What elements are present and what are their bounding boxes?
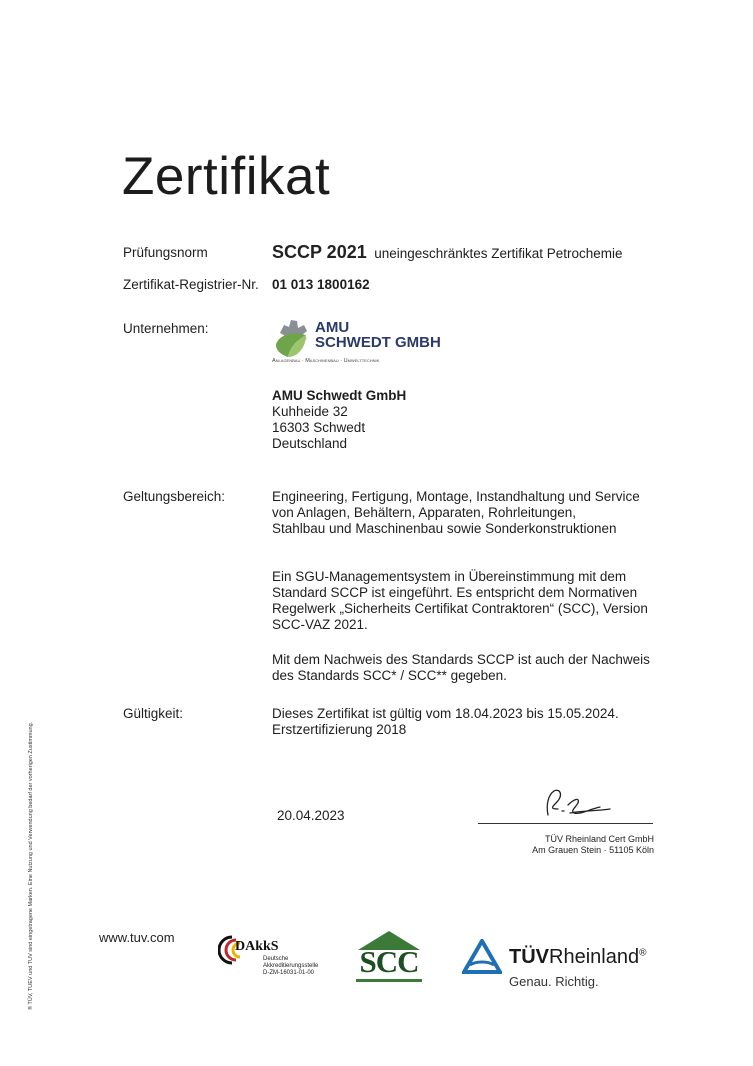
tuv-registered-mark: ® — [639, 947, 647, 959]
norm-value — [272, 242, 623, 263]
scope-line: von Anlagen, Behältern, Apparaten, Rohrleitungen, — [272, 505, 576, 520]
tuv-bold: TÜV — [509, 946, 549, 968]
dakks-line: Akkreditierungsstelle — [263, 963, 319, 969]
scope-paragraph-2 — [272, 569, 648, 633]
certificate-title: Zertifikat — [122, 147, 331, 206]
company-label: Unternehmen: — [123, 321, 209, 336]
tuv-triangle-icon — [462, 939, 502, 975]
amu-logo-tagline: Anlagenbau · Maschinenbau · Umwelttechnik — [272, 358, 380, 364]
scc-logo — [356, 929, 422, 985]
issuer-name: TÜV Rheinland Cert GmbH — [544, 834, 654, 844]
validity-line: Erstzertifizierung 2018 — [272, 722, 407, 737]
validity-text — [272, 706, 619, 738]
registration-number: 01 013 1800162 — [272, 277, 370, 292]
company-street: Kuhheide 32 — [272, 404, 348, 419]
scope-para2-line: SCC-VAZ 2021. — [272, 617, 368, 632]
dakks-logo — [218, 935, 328, 987]
scope-para2-line: Standard SCCP ist eingeführt. Es entspricht dem Normativen — [272, 585, 638, 600]
dakks-title: DAkkS — [235, 939, 279, 954]
amu-logo-line2: SCHWEDT GMBH — [315, 334, 441, 351]
registration-label: Zertifikat-Registrier-Nr. — [123, 277, 259, 292]
scope-paragraph-3 — [272, 652, 650, 684]
tuv-slogan: Genau. Richtig. — [509, 974, 599, 989]
scc-underline — [356, 979, 422, 982]
company-country: Deutschland — [272, 436, 348, 451]
signature — [540, 785, 620, 821]
signature-line — [478, 823, 653, 824]
scope-para3-line: Mit dem Nachweis des Standards SCCP ist auch der Nachweis — [272, 652, 650, 667]
amu-logo-line1: AMU — [315, 319, 350, 336]
issue-date: 20.04.2023 — [277, 808, 345, 823]
dakks-line: Deutsche — [263, 956, 289, 962]
tuv-rest: Rheinland — [549, 946, 640, 968]
scope-para2-line: Regelwerk „Sicherheits Certifikat Contraktoren“ (SCC), Version — [272, 601, 648, 616]
scope-text — [272, 489, 640, 537]
trademark-note: ® TÜV, TUEV und TUV sind eingetragene Marken. Eine Nutzung und Verwendung bedarf der vorherigen Zustimmung. — [28, 721, 34, 1010]
validity-line: Dieses Zertifikat ist gültig vom 18.04.2023 bis 15.05.2024. — [272, 706, 619, 721]
dakks-line: D-ZM-16031-01-00 — [263, 970, 315, 976]
amu-gear-icon — [272, 317, 312, 359]
validity-label: Gültigkeit: — [123, 706, 184, 721]
scope-line: Stahlbau und Maschinenbau sowie Sonderkonstruktionen — [272, 521, 617, 536]
company-address — [272, 388, 406, 452]
scope-line: Engineering, Fertigung, Montage, Instandhaltung und Service — [272, 489, 640, 504]
scope-para2-line: Ein SGU-Managementsystem in Übereinstimmung mit dem — [272, 569, 627, 584]
amu-logo — [272, 317, 452, 369]
company-name: AMU Schwedt GmbH — [272, 388, 407, 403]
issuer-block — [478, 834, 654, 856]
scope-label: Geltungsbereich: — [123, 489, 226, 504]
scope-para3-line: des Standards SCC* / SCC** gegeben. — [272, 668, 507, 683]
dakks-text — [263, 956, 318, 977]
norm-label: Prüfungsnorm — [123, 245, 208, 260]
company-city: 16303 Schwedt — [272, 420, 366, 435]
website-link[interactable]: www.tuv.com — [99, 930, 175, 945]
norm-standard: SCCP 2021 — [272, 242, 367, 262]
issuer-address: Am Grauen Stein · 51105 Köln — [532, 845, 654, 855]
norm-description: uneingeschränktes Zertifikat Petrochemie — [374, 246, 623, 261]
tuv-logo — [462, 939, 662, 989]
scc-text: SCC — [359, 944, 419, 979]
tuv-wordmark — [509, 946, 646, 969]
